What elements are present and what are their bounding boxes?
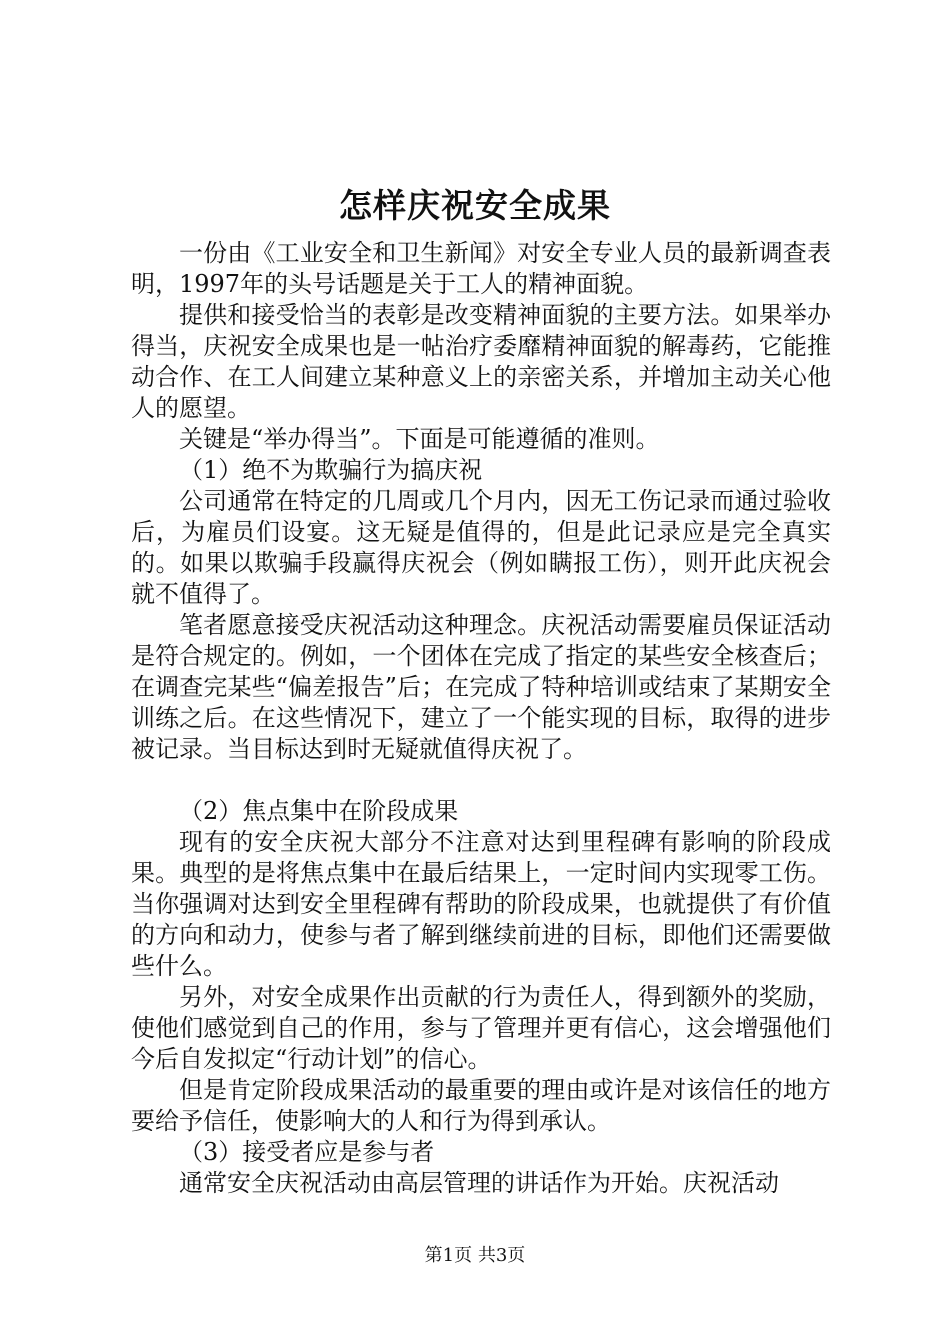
paragraph-section3-a: 通常安全庆祝活动由高层管理的讲话作为开始。庆祝活动 xyxy=(179,1169,779,1197)
document-title: 怎样庆祝安全成果 xyxy=(339,186,611,225)
section-heading-2: （2）焦点集中在阶段成果 xyxy=(179,797,459,825)
page-footer: 第1页 共3页 xyxy=(424,1245,526,1266)
document-body xyxy=(131,238,831,1199)
section-heading-1: （1）绝不为欺骗行为搞庆祝 xyxy=(179,456,483,484)
paragraph-section2-b: 另外，对安全成果作出贡献的行为责任人，得到额外的奖励，使他们感觉到自己的作用，参与了管理并更有信心，这会增强他们今后自发拟定“行动计划”的信心。 xyxy=(131,983,831,1073)
section-heading-3: （3）接受者应是参与者 xyxy=(179,1138,435,1166)
paragraph-section2-c: 但是肯定阶段成果活动的最重要的理由或许是对该信任的地方要给予信任，使影响大的人和行为得到承认。 xyxy=(131,1076,831,1135)
paragraph-section1-a: 公司通常在特定的几周或几个月内，因无工伤记录而通过验收后，为雇员们设宴。这无疑是值得的，但是此记录应是完全真实的。如果以欺骗手段赢得庆祝会（例如瞒报工伤），则开此庆祝会就不值得了。 xyxy=(131,487,831,608)
paragraph-section1-b: 笔者愿意接受庆祝活动这种理念。庆祝活动需要雇员保证活动是符合规定的。例如，一个团体在完成了指定的某些安全核查后；在调查完某些“偏差报告”后；在完成了特种培训或结束了某期安全训练之后。在这些情况下，建立了一个能实现的目标，取得的进步被记录。当目标达到时无疑就值得庆祝了。 xyxy=(131,611,831,763)
paragraph-section2-a: 现有的安全庆祝大部分不注意对达到里程碑有影响的阶段成果。典型的是将焦点集中在最后结果上，一定时间内实现零工伤。当你强调对达到安全里程碑有帮助的阶段成果，也就提供了有价值的方向和动力，使参与者了解到继续前进的目标，即他们还需要做些什么。 xyxy=(131,828,831,980)
paragraph-recognition: 提供和接受恰当的表彰是改变精神面貌的主要方法。如果举办得当，庆祝安全成果也是一帖治疗委靡精神面貌的解毒药，它能推动合作、在工人间建立某种意义上的亲密关系，并增加主动关心他人的愿望。 xyxy=(131,301,831,422)
paragraph-key: 关键是“举办得当”。下面是可能遵循的准则。 xyxy=(179,425,660,453)
paragraph-intro: 一份由《工业安全和卫生新闻》对安全专业人员的最新调查表明，1997年的头号话题是关于工人的精神面貌。 xyxy=(131,239,831,298)
